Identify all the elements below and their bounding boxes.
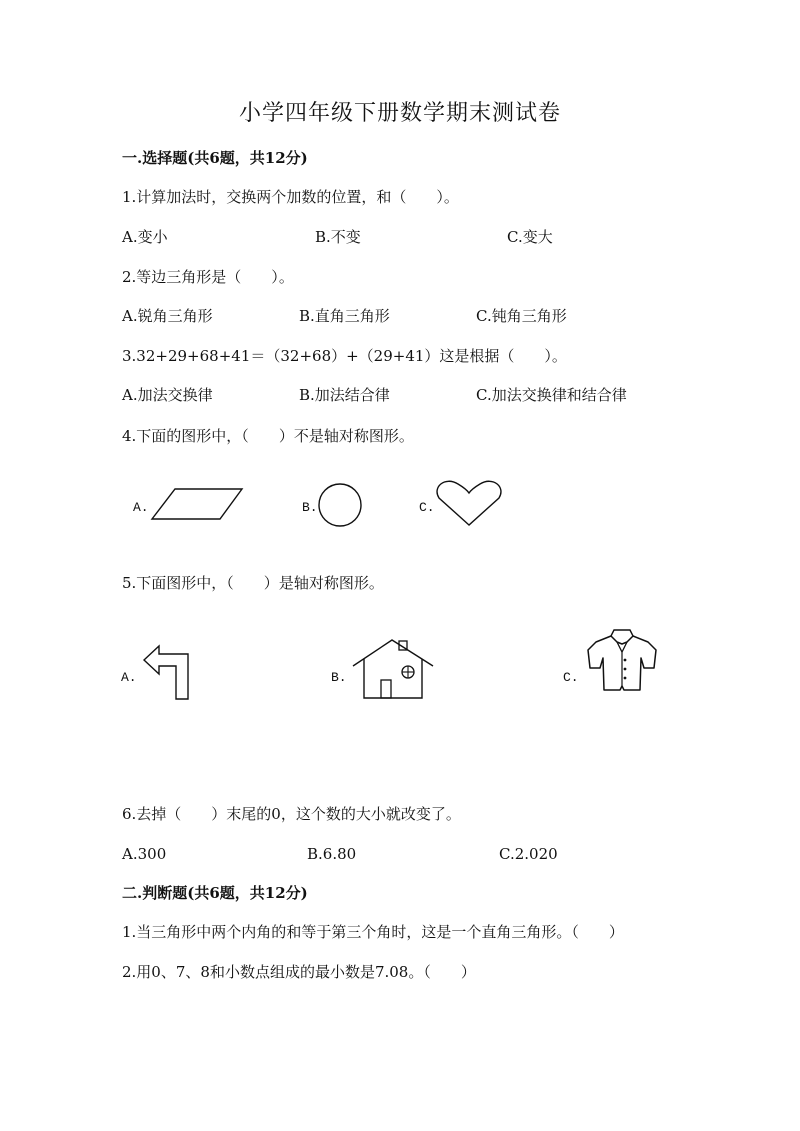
q2-option-b[interactable]: B.直角三角形 [299,307,390,325]
q6-option-c[interactable]: C.2.020 [499,845,558,863]
q4-option-c[interactable]: C. [419,500,435,515]
question-1: 1.计算加法时，交换两个加数的位置，和（ ）。 [122,188,459,206]
q3-option-c[interactable]: C.加法交换律和结合律 [476,386,627,404]
question-4: 4.下面的图形中，（ ）不是轴对称图形。 [122,427,414,445]
shirt-icon [584,628,660,696]
q6-option-b[interactable]: B.6.80 [307,845,357,863]
q4-option-b[interactable]: B. [302,500,318,515]
q5-option-a[interactable]: A. [121,670,137,685]
q4-option-a[interactable]: A. [133,500,149,515]
q6-option-a[interactable]: A.300 [122,845,167,863]
question-6: 6.去掉（ ）末尾的0，这个数的大小就改变了。 [122,805,461,823]
circle-icon [316,480,366,530]
q2-option-c[interactable]: C.钝角三角形 [476,307,567,325]
question-3: 3.32+29+68+41＝（32+68）+（29+41）这是根据（ ）。 [122,347,567,365]
q5-option-c[interactable]: C. [563,670,579,685]
q3-option-b[interactable]: B.加法结合律 [299,386,390,404]
q1-option-a[interactable]: A.变小 [122,228,168,246]
question-2: 2.等边三角形是（ ）。 [122,268,294,286]
question-5: 5.下面图形中，（ ）是轴对称图形。 [122,574,384,592]
q1-option-c[interactable]: C.变大 [507,228,553,246]
q1-option-b[interactable]: B.不变 [315,228,361,246]
q2-option-a[interactable]: A.锐角三角形 [122,307,213,325]
parallelogram-icon [148,485,248,525]
page-title: 小学四年级下册数学期末测试卷 [238,101,561,126]
q3-option-a[interactable]: A.加法交换律 [122,386,213,404]
judge-question-1: 1.当三角形中两个内角的和等于第三个角时，这是一个直角三角形。（ ） [122,923,624,941]
heart-icon [434,478,506,530]
section2-heading: 二.判断题(共6题，共12分) [122,884,308,902]
q5-option-b[interactable]: B. [331,670,347,685]
judge-question-2: 2.用0、7、8和小数点组成的最小数是7.08。（ ） [122,963,476,981]
turn-arrow-icon [140,643,198,703]
section1-heading: 一.选择题(共6题，共12分) [122,149,308,167]
house-icon [349,636,439,704]
